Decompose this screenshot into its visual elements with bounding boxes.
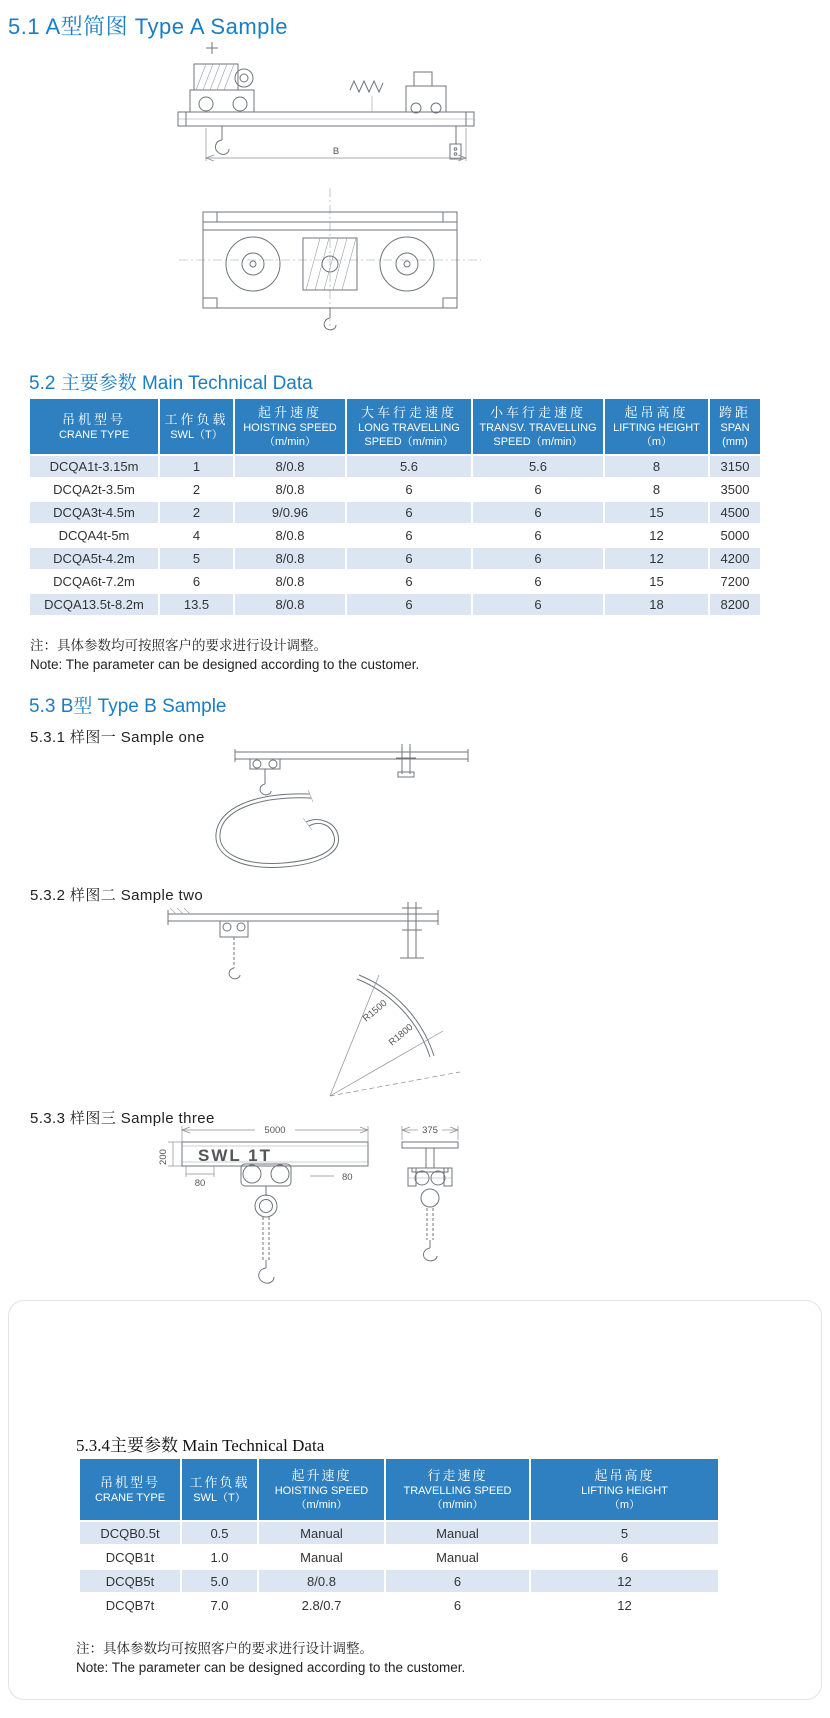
sample-two-drawing — [130, 900, 560, 1100]
table-cell: 15 — [605, 571, 708, 592]
table-cell: DCQA1t-3.15m — [30, 456, 158, 477]
table-row — [30, 502, 760, 523]
table-cell: 3500 — [710, 479, 760, 500]
table-cell: DCQA3t-4.5m — [30, 502, 158, 523]
table-cell: 8/0.8 — [235, 479, 345, 500]
table-row — [30, 525, 760, 546]
column-header: 工作负载 SWL（T） — [160, 399, 233, 454]
table-cell: 15 — [605, 502, 708, 523]
table-cell: 8/0.8 — [235, 525, 345, 546]
table-cell: 4200 — [710, 548, 760, 569]
table-cell: 1.0 — [182, 1546, 257, 1568]
column-header: 起吊高度 LIFTING HEIGHT （m） — [531, 1459, 718, 1520]
table-cell: 12 — [605, 525, 708, 546]
trolley-end-view — [408, 1168, 452, 1186]
table-cell: DCQB0.5t — [80, 1522, 180, 1544]
table-cell: 0.5 — [182, 1522, 257, 1544]
table-row — [30, 594, 760, 615]
table-header-row — [30, 399, 760, 454]
offset-left-label: 80 — [194, 1178, 206, 1189]
table-cell: 6 — [473, 502, 603, 523]
table-cell: 3150 — [710, 456, 760, 477]
column-header: 跨距 SPAN (mm) — [710, 399, 760, 454]
table-cell: DCQB7t — [80, 1594, 180, 1616]
table-cell: 8/0.8 — [235, 548, 345, 569]
beam-height-label: 200 — [158, 1149, 169, 1165]
table-row — [80, 1546, 718, 1568]
sample-one-drawing — [150, 744, 480, 880]
length-label: 5000 — [264, 1125, 286, 1136]
table-cell: Manual — [386, 1546, 529, 1568]
table-cell: 5 — [160, 548, 233, 569]
table-cell: DCQA6t-7.2m — [30, 571, 158, 592]
table-cell: 9/0.96 — [235, 502, 345, 523]
section-heading-5-3: 5.3 B型 Type B Sample — [29, 696, 227, 717]
table-cell: 6 — [531, 1546, 718, 1568]
type-a-front-view-drawing — [160, 40, 490, 172]
table-cell: 1 — [160, 456, 233, 477]
table-cell: 12 — [531, 1570, 718, 1592]
column-header: 行走速度 TRAVELLING SPEED （m/min） — [386, 1459, 529, 1520]
festoon-spring-symbol — [350, 81, 383, 112]
table-cell: DCQA13.5t-8.2m — [30, 594, 158, 615]
column-header: 小车行走速度 TRANSV. TRAVELLING SPEED（m/min） — [473, 399, 603, 454]
column-header: 吊机型号 CRANE TYPE — [30, 399, 158, 454]
table-cell: 6 — [473, 479, 603, 500]
hook — [215, 126, 229, 154]
table-header-row — [80, 1459, 718, 1520]
section-heading-5-3-3: 5.3.3 样图三 Sample three — [30, 1110, 215, 1127]
table-cell: 2 — [160, 479, 233, 500]
end-width-label: 375 — [422, 1125, 438, 1136]
table-cell: DCQA4t-5m — [30, 525, 158, 546]
table-cell: 6 — [347, 479, 471, 500]
table-row — [30, 571, 760, 592]
table-cell: 7.0 — [182, 1594, 257, 1616]
table-row — [80, 1594, 718, 1616]
hoist-trolley — [190, 64, 254, 112]
table-cell: 5.6 — [473, 456, 603, 477]
travel-wheel-left — [226, 237, 280, 291]
table-cell: 5.6 — [347, 456, 471, 477]
table-cell: 8 — [605, 479, 708, 500]
table-cell: 6 — [347, 502, 471, 523]
section-heading-5-2: 5.2 主要参数 Main Technical Data — [29, 373, 313, 394]
note-en: Note: The parameter can be designed according to the customer. — [76, 1660, 466, 1675]
radius-inner-label: R1500 — [360, 997, 390, 1025]
table-row — [30, 479, 760, 500]
length-dimension — [182, 1125, 368, 1142]
table-cell: 5 — [531, 1522, 718, 1544]
type-a-technical-data-table — [28, 397, 762, 617]
table-cell: 5.0 — [182, 1570, 257, 1592]
note-zh: 注：具体参数均可按照客户的要求进行设计调整。 — [30, 638, 327, 653]
height-dimension — [158, 1142, 182, 1166]
table-cell: 2 — [160, 502, 233, 523]
table-cell: 6 — [347, 525, 471, 546]
table-cell: 6 — [386, 1570, 529, 1592]
table-cell: 4500 — [710, 502, 760, 523]
column-header: 吊机型号 CRANE TYPE — [80, 1459, 180, 1520]
table-cell: 6 — [160, 571, 233, 592]
table-row — [30, 456, 760, 477]
column-header: 工作负载 SWL（T） — [182, 1459, 257, 1520]
beam-swl-label: SWL 1T — [198, 1146, 273, 1165]
table-cell: 5000 — [710, 525, 760, 546]
type-b-technical-data-table — [78, 1457, 720, 1618]
table-cell: 7200 — [710, 571, 760, 592]
table-cell: 6 — [347, 571, 471, 592]
table-cell: DCQA2t-3.5m — [30, 479, 158, 500]
track-hanger — [396, 744, 416, 777]
table-cell: 6 — [347, 594, 471, 615]
table-cell: 8/0.8 — [235, 456, 345, 477]
travel-wheel-right — [380, 237, 434, 291]
table-cell: 6 — [473, 571, 603, 592]
table-cell: 8/0.8 — [259, 1570, 384, 1592]
column-header: 起升速度 HOISTING SPEED （m/min） — [235, 399, 345, 454]
table-cell: 12 — [605, 548, 708, 569]
end-view-column — [400, 902, 424, 958]
table-cell: 6 — [473, 594, 603, 615]
offset-right-label: 80 — [342, 1172, 353, 1183]
span-dimension — [206, 128, 466, 161]
table-cell: 13.5 — [160, 594, 233, 615]
column-header: 起吊高度 LIFTING HEIGHT （m） — [605, 399, 708, 454]
table-cell: Manual — [259, 1522, 384, 1544]
pendant-control — [450, 126, 461, 159]
table-cell: 4 — [160, 525, 233, 546]
centerline-mark — [206, 42, 218, 54]
table-row — [80, 1570, 718, 1592]
type-a-side-view-drawing — [175, 182, 485, 332]
table-cell: 6 — [347, 548, 471, 569]
table-cell: 8/0.8 — [235, 571, 345, 592]
table-cell: DCQA5t-4.2m — [30, 548, 158, 569]
note-zh: 注：具体参数均可按照客户的要求进行设计调整。 — [76, 1641, 373, 1656]
table-cell: 2.8/0.7 — [259, 1594, 384, 1616]
column-header: 起升速度 HOISTING SPEED （m/min） — [259, 1459, 384, 1520]
end-width-dimension — [402, 1125, 458, 1140]
chain-trolley — [241, 1164, 291, 1196]
chain-hoist — [255, 1195, 277, 1283]
table-cell: 6 — [386, 1594, 529, 1616]
span-dimension-label: B — [332, 146, 340, 157]
table-b-note — [76, 1639, 465, 1677]
table-a-note — [30, 636, 419, 674]
offset-left-dimension — [186, 1166, 214, 1189]
table-row — [80, 1522, 718, 1544]
table-cell: 18 — [605, 594, 708, 615]
section-heading-5-1: 5.1 A型简图 Type A Sample — [8, 14, 289, 39]
table-row — [30, 548, 760, 569]
curved-track — [216, 790, 339, 867]
table-cell: 8200 — [710, 594, 760, 615]
table-cell: 12 — [531, 1594, 718, 1616]
table-cell: 6 — [473, 548, 603, 569]
offset-right-dimension — [310, 1172, 353, 1183]
hoist-trolley — [220, 921, 248, 979]
column-header: 大车行走速度 LONG TRAVELLING SPEED（m/min） — [347, 399, 471, 454]
section-heading-5-3-2: 5.3.2 样图二 Sample two — [30, 887, 204, 904]
table-cell: DCQB5t — [80, 1570, 180, 1592]
table-cell: 6 — [473, 525, 603, 546]
end-carriage — [406, 72, 446, 113]
table-cell: Manual — [259, 1546, 384, 1568]
hoist-end-view — [421, 1189, 439, 1261]
sample-three-drawing — [140, 1122, 500, 1297]
table-cell: Manual — [386, 1522, 529, 1544]
trolley — [250, 759, 280, 795]
section-heading-5-3-4: 5.3.4主要参数 Main Technical Data — [76, 1436, 325, 1455]
curve-radius-diagram — [330, 975, 460, 1096]
radius-outer-label: R1800 — [386, 1021, 416, 1049]
section-heading-5-3-1: 5.3.1 样图一 Sample one — [30, 729, 205, 746]
note-en: Note: The parameter can be designed according to the customer. — [30, 657, 420, 672]
table-cell: DCQB1t — [80, 1546, 180, 1568]
hook — [324, 308, 336, 330]
table-cell: 8/0.8 — [235, 594, 345, 615]
table-cell: 8 — [605, 456, 708, 477]
